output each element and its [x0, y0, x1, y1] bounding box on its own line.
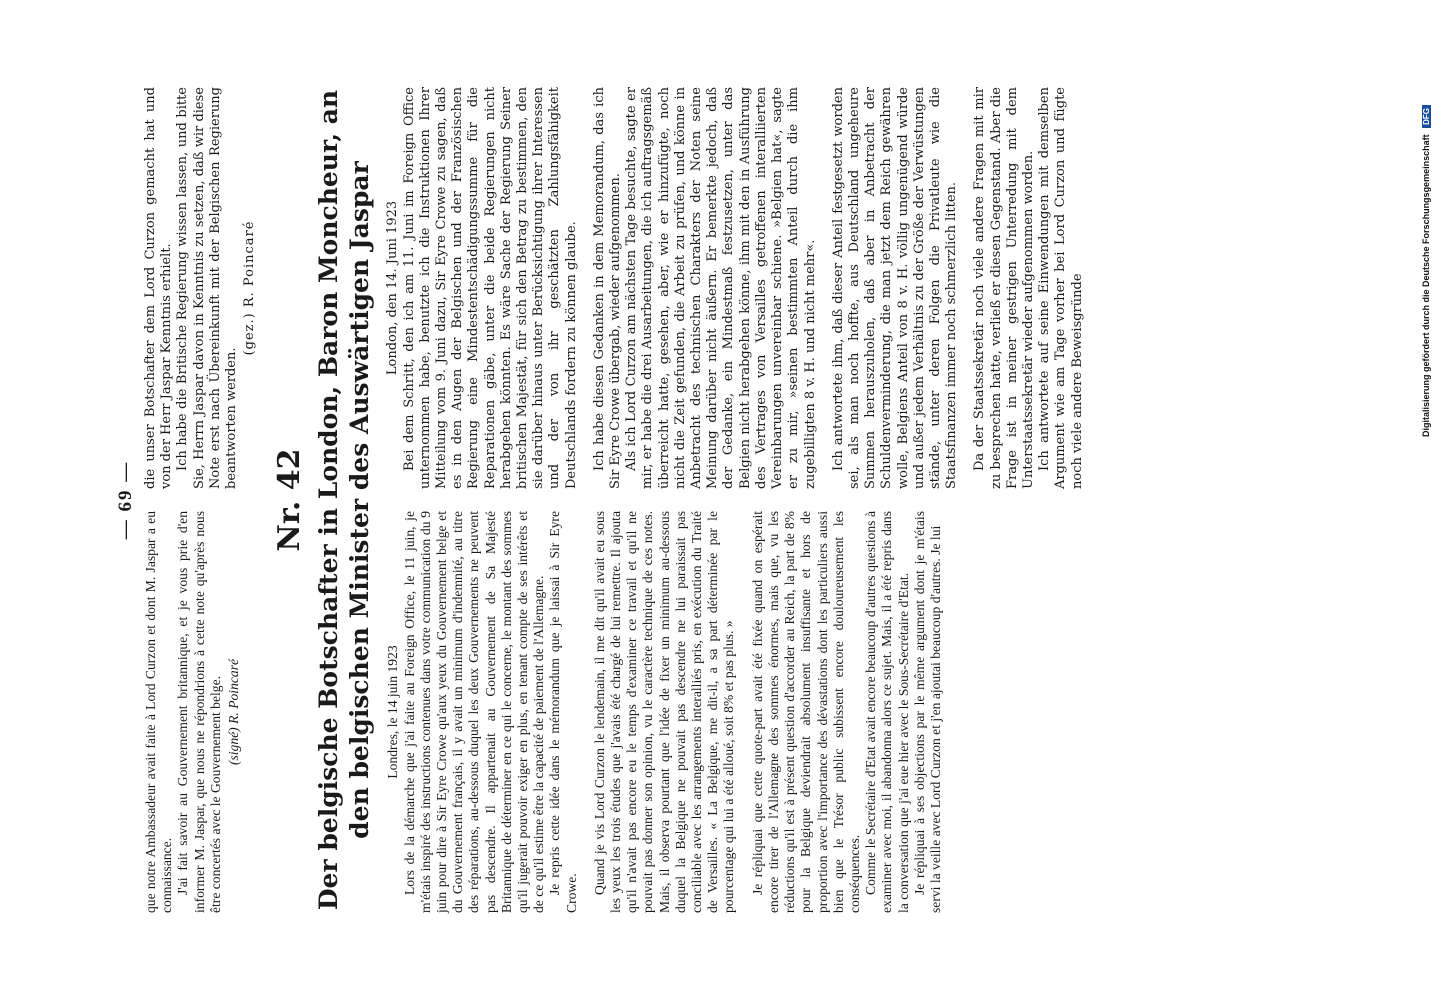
page-number: — 69 — — [115, 460, 136, 540]
top-section — [143, 87, 258, 913]
paragraph: Je répliquai que cette quote-part avait été fixée quand on espérait encore tirer de l'Allemagne des sommes énormes, mais que, vu les réductions qu'il est à présent question d'accorder au Reich, la part de 8% pour la Belgique deviendrait absolument insuffisante et hors de proportion avec l'importance des dévastations dont les particuliers aussi bien que le Trésor public subissent encore douloureusement les conséquences. — [749, 511, 862, 913]
french-signature: (signé) R. Poincaré — [226, 658, 242, 766]
body-french-column — [385, 511, 1085, 913]
digitization-text: Digitalisierung gefördert durch die Deutsche Forschungsgemeinschaft — [1421, 134, 1431, 437]
digitization-note — [1421, 105, 1431, 905]
paragraph: Ich antwortete ihm, daß dieser Anteil festgesetzt worden sei, als man noch hoffte, aus Deutschland ungeheure Summen herauszuholen, daß aber in Anbetracht der Schuldenverminderung, die man jetzt dem Reich gewähren wolle, Belgiens Anteil von 8 v. H. völlig ungenügend würde und außer jedem Verhältnis zu der Größe der Verwüstungen stände, unter deren Folgen die Privatleute wie die Staatsfinanzen immer noch schmerzlich litten. — [830, 87, 960, 489]
paragraph: Je repris cette idée dans le mémorandum que je laissai à Sir Eyre Crowe. — [547, 511, 579, 913]
document-heading — [272, 87, 375, 913]
paragraph: Je répliquai à ses objections par le même argument dont je m'étais servi la veille avec Lord Curzon et j'en ajoutai beaucoup d'autres. Je lui — [911, 511, 943, 913]
paragraph: Lors de la démarche que j'ai faite au Foreign Office, le 11 juin, je m'étais inspiré des instructions contenues dans votre communication du 9 juin pour dire à Sir Eyre Crowe qu'aux yeux du Gouvernement belge et du Gouvernement français, il y avait un minimum d'indemnité, au titre des réparations, au-dessous duquel les deux Gouvernements ne peuvent pas descendre. Il appartenait au Gouvernement de Sa Majesté Britannique de déterminer en ce qui le concerne, le montant des sommes qu'il jugerait pouvoir exiger en plus, en tenant compte de ses intérêts et de ce qu'il estime être la capacité de paiement de l'Allemagne. — [401, 511, 547, 913]
french-dateline: Londres, le 14 juin 1923 — [385, 645, 401, 779]
paragraph: Quand je vis Lord Curzon le lendemain, il me dit qu'il avait eu sous les yeux les trois études que j'avais été chargé de lui remettre. Il ajouta qu'il n'avait pas encore eu le temps d'examiner ce travail et qu'il ne pouvait pas donner son opinion, vu le caractère technique de ces notes. Mais, il observa pourtant que l'idée de fixer un minimum au-dessous duquel la Belgique ne pouvait pas descendre ne lui paraissait pas conciliable avec les arrangements interalliés pris, en exécution du Traité de Versailles. « La Belgique, me dit-il, a sa part déterminée par le pourcentage qui lui a été alloué, soit 8% et pas plus. » — [591, 511, 737, 913]
paragraph: Ich antwortete auf seine Einwendungen mit demselben Argument wie am Tage vorher bei Lord Curzon und fügte noch viele andere Beweisgründe — [1037, 87, 1085, 489]
top-french-column — [143, 511, 258, 913]
dfg-logo: DFG — [1422, 105, 1431, 128]
top-german-column — [143, 87, 258, 489]
paragraph: Ich habe diesen Gedanken in dem Memorandum, das ich Sir Eyre Crowe übergab, wieder aufgenommen. — [591, 87, 624, 489]
paragraph: J'ai fait savoir au Gouvernement britannique, et je vous prie d'en informer M. Jaspar, que nous ne répondrions à cette note qu'après nous être concertés avec le Gouvernement belge. — [175, 511, 223, 913]
german-dateline: London, den 14. Juni 1923 — [385, 200, 401, 376]
body-section — [385, 87, 1085, 913]
paragraph: Bei dem Schritt, den ich am 11. Juni im Foreign Office unternommen habe, benutzte ich die Instruktionen Ihrer Mitteilung vom 9. Juni dazu, Sir Eyre Crowe zu sagen, daß es in den Augen der Belgischen und der Französischen Regierung eine Mindestentschädigungssumme für die Reparationen gäbe, unter die beide Regierungen nicht herabgehen könnten. Es wäre Sache der Regierung Seiner britischen Majestät, für sich den Betrag zu bestimmen, den sie darüber hinaus unter Berücksichtigung ihrer Interessen und der von ihr geschätzten Zahlungsfähigkeit Deutschlands fordern zu können glaube. — [401, 87, 579, 489]
paragraph: Da der Staatssekretär noch viele andere Fragen mit mir zu besprechen hatte, verließ er diesen Gegenstand. Aber die Frage ist in meiner gestrigen Unterredung mit dem Unterstaatssekretär wieder aufgenommen worden. — [972, 87, 1036, 489]
body-german-column — [385, 87, 1085, 489]
document-number: Nr. 42 — [272, 448, 308, 552]
paragraph: Comme le Secrétaire d'Etat avait encore beaucoup d'autres questions à examiner avec moi, il abandonna alors ce sujet. Mais, il a été repris dans la conversation que j'ai eue hier avec le Sous-Secrétaire d'Etat. — [863, 511, 911, 913]
german-signature: (gez.) R. Poincaré — [242, 220, 258, 356]
paragraph: que notre Ambassadeur avait faite à Lord Curzon et dont M. Jaspar a eu connaissance. — [143, 511, 175, 913]
paragraph: Als ich Lord Curzon am nächsten Tage besuchte, sagte er mir, er habe die drei Ausarbeitungen, die ich auftragsgemäß überreicht hatte, gesehen, aber, wie er hinzufügte, noch nicht die Zeit gefunden, die Arbeit zu prüfen, und könne in Anbetracht des technischen Charakters der Noten seine Meinung darüber nicht äußern. Er bemerkte jedoch, daß der Gedanke, ein Mindestmaß festzusetzen, unter das Belgien nicht herabgehen könne, ihm mit den in Ausführung des Vertrages von Versailles getroffenen interalliierten Vereinbarungen unvereinbar schiene. »Belgien hat«, sagte er zu mir, »seinen bestimmten Anteil durch die ihm zugebilligten 8 v. H. und nicht mehr«. — [624, 87, 818, 489]
document-page — [107, 65, 1327, 935]
document-title: Der belgische Botschafter in London, Baron Moncheur, an den belgischen Minister des Auswärtigen Jaspar — [314, 89, 375, 911]
paragraph: Ich habe die Britische Regierung wissen lassen, und bitte Sie, Herrn Jaspar davon in Kenntnis zu setzen, daß wir diese Note erst nach Übereinkunft mit der Belgischen Regierung beantworten werden. — [175, 87, 240, 489]
paragraph: die unser Botschafter dem Lord Curzon gemacht hat und von der Herr Jaspar Kenntnis erhielt. — [143, 87, 175, 489]
